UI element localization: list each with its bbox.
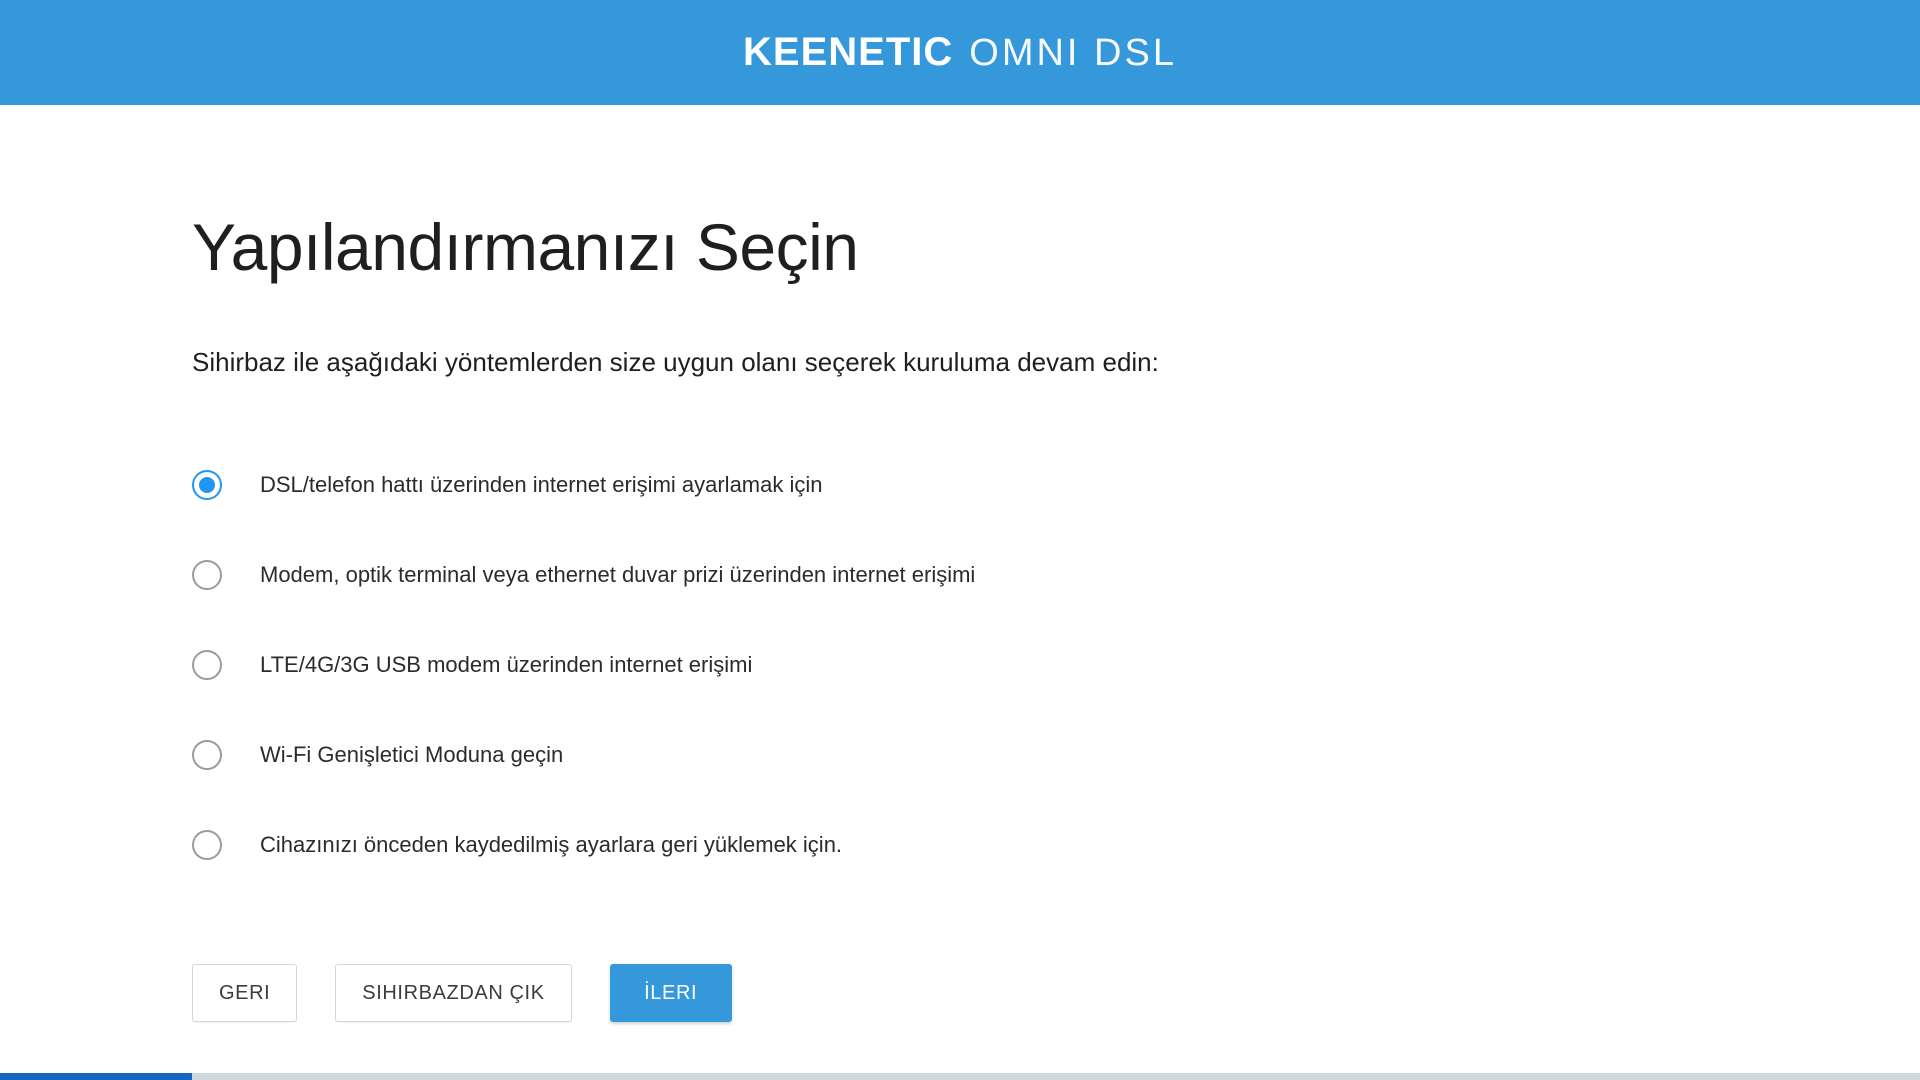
radio-restore-settings[interactable] bbox=[192, 830, 222, 860]
option-label-usb-modem: LTE/4G/3G USB modem üzerinden internet erişimi bbox=[260, 652, 753, 678]
option-ethernet[interactable] bbox=[192, 530, 1920, 620]
radio-usb-modem[interactable] bbox=[192, 650, 222, 680]
option-label-restore-settings: Cihazınızı önceden kaydedilmiş ayarlara geri yüklemek için. bbox=[260, 832, 843, 858]
brand-name-secondary: OMNI DSL bbox=[969, 32, 1177, 74]
brand-name-primary: KEENETIC bbox=[743, 30, 954, 74]
main-content bbox=[0, 105, 1920, 1080]
option-label-wifi-extender: Wi-Fi Genişletici Moduna geçin bbox=[260, 742, 564, 768]
next-button[interactable]: İLERI bbox=[610, 964, 732, 1022]
back-button[interactable]: GERI bbox=[192, 964, 297, 1022]
option-wifi-extender[interactable] bbox=[192, 710, 1920, 800]
option-label-ethernet: Modem, optik terminal veya ethernet duvar prizi üzerinden internet erişimi bbox=[260, 562, 976, 588]
configuration-options-group bbox=[192, 440, 1920, 890]
option-usb-modem[interactable] bbox=[192, 620, 1920, 710]
radio-dsl[interactable] bbox=[192, 470, 222, 500]
option-label-dsl: DSL/telefon hattı üzerinden internet erişimi ayarlamak için bbox=[260, 472, 823, 498]
radio-wifi-extender[interactable] bbox=[192, 740, 222, 770]
option-dsl[interactable] bbox=[192, 440, 1920, 530]
app-header bbox=[0, 0, 1920, 105]
option-restore-settings[interactable] bbox=[192, 800, 1920, 890]
radio-ethernet[interactable] bbox=[192, 560, 222, 590]
exit-wizard-button[interactable]: SIHIRBAZDAN ÇIK bbox=[335, 964, 571, 1022]
wizard-footer bbox=[192, 964, 1770, 1022]
page-title: Yapılandırmanızı Seçin bbox=[192, 210, 859, 284]
progress-bar-fill bbox=[0, 1073, 192, 1080]
page-subtitle: Sihirbaz ile aşağıdaki yöntemlerden size uygun olanı seçerek kuruluma devam edin: bbox=[192, 347, 1159, 378]
progress-bar-track bbox=[0, 1073, 1920, 1080]
brand-logo bbox=[743, 30, 1177, 75]
